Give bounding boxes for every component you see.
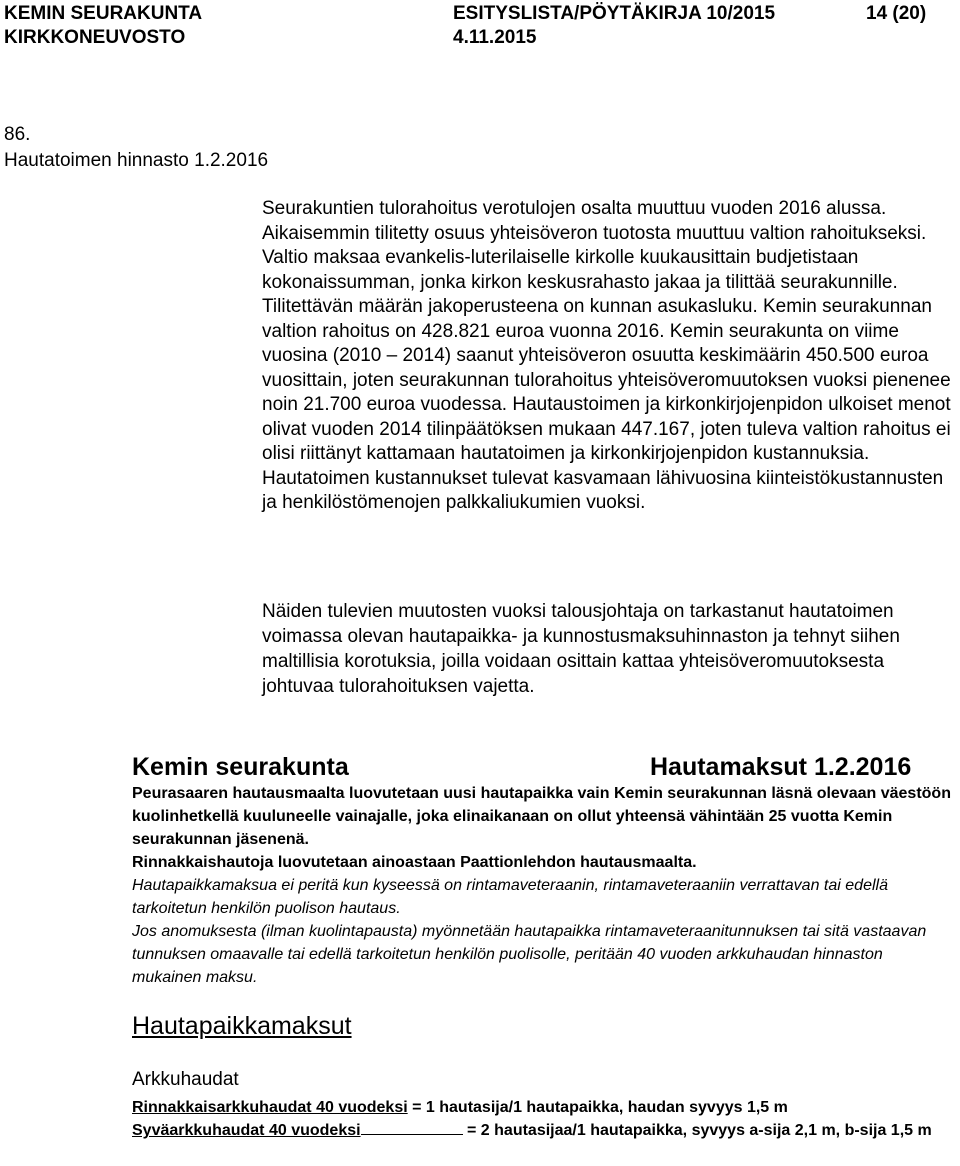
- org-body: KIRKKONEUVOSTO: [4, 27, 186, 48]
- fee-item-value: = 2 hautasijaa/1 hautapaikka, syvyys a-sija 2,1 m, b-sija 1,5 m: [467, 1122, 932, 1139]
- document-header-meta: [453, 2, 775, 50]
- fees-title: Hautapaikkamaksut: [132, 1012, 352, 1040]
- fee-item-label: Rinnakkaisarkkuhaudat 40 vuodeksi: [132, 1099, 408, 1116]
- pricelist-rules: [132, 782, 954, 989]
- note-veterans: Hautapaikkamaksua ei peritä kun kyseessä on rintamaveteraanin, rintamaveteraaniin verrattavan tai edellä tarkoitetun henkilön puolison hautaus.: [132, 877, 888, 917]
- section-title: Hautatoimen hinnasto 1.2.2016: [4, 150, 269, 171]
- doc-type: ESITYSLISTA/PÖYTÄKIRJA 10/2015: [453, 3, 776, 24]
- fee-item-label: Syväarkkuhaudat 40 vuodeksi: [132, 1122, 361, 1139]
- org-name: KEMIN SEURAKUNTA: [4, 3, 203, 24]
- body-paragraph-1: Seurakuntien tulorahoitus verotulojen osalta muuttuu vuoden 2016 alussa. Aikaisemmin tilitetty osuus yhteisöveron tuotosta muuttuu valtion rahoitukseksi. Valtio maksaa evankelis-luterilaiselle kirkolle kuukausittain budjetistaan kokonaissumman, jonka kirkon keskusrahasto jakaa ja tilittää seurakunnille. Tilitettävän määrän jakoperusteena on kunnan asukasluku. Kemin seurakunnan valtion rahoitus on 428.821 euroa vuonna 2016. Kemin seurakunta on viime vuosina (2010 ‒ 2014) saanut yhteisöveron osuutta keskimäärin 450.500 euroa vuosittain, joten seurakunnan tulorahoitus yhteisöveromuutoksen vuoksi pienenee noin 21.700 euroa vuodessa. Hautaustoimen ja kirkonkirjojenpidon ulkoiset menot olivat vuoden 2014 tilinpäätöksen mukaan 447.167, joten tuleva valtion rahoitus ei olisi riittänyt kattamaan hautatoimen ja kirkonkirjojenpidon kustannuksia. Hautatoimen kustannukset tulevat kasvamaan lähivuosina kiinteistökustannusten ja henkilöstömenojen palkkaliukumien vuoksi.: [262, 198, 951, 513]
- document-header-organization: [4, 2, 202, 50]
- doc-date: 4.11.2015: [453, 27, 537, 48]
- section-number: 86.: [4, 124, 31, 145]
- note-application: Jos anomuksesta (ilman kuolintapausta) myönnetään hautapaikka rintamaveteraanitunnuksen tai sitä vastaavan tunnuksen omaavalle tai edellä tarkoitetun henkilön puolisolle, peritään 40 vuoden arkkuhaudan hinnaston mukainen maksu.: [132, 923, 927, 986]
- fee-item: [132, 1096, 954, 1119]
- fee-item-value: = 1 hautasija/1 hautapaikka, haudan syvyys 1,5 m: [412, 1099, 788, 1116]
- rule-parallel-graves: Rinnakkaishautoja luovutetaan ainoastaan Paattionlehdon hautausmaalta.: [132, 854, 697, 871]
- fee-item: [132, 1119, 954, 1142]
- body-paragraph-2: Näiden tulevien muutosten vuoksi talousjohtaja on tarkastanut hautatoimen voimassa olevan hautapaikka- ja kunnostusmaksuhinnaston ja tehnyt siihen maltillisia korotuksia, joilla voidaan osittain kattaa yhteisöveromuutoksesta johtuvaa tulorahoituksen vajetta.: [262, 601, 900, 697]
- fees-category: Arkkuhaudat: [132, 1069, 239, 1090]
- underline-filler: [361, 1120, 463, 1135]
- pricelist-title: Hautamaksut 1.2.2016: [650, 753, 912, 781]
- pricelist-org: Kemin seurakunta: [132, 753, 349, 781]
- rule-eligibility: Peurasaaren hautausmaalta luovutetaan uusi hautapaikka vain Kemin seurakunnan läsnä olevaan väestöön kuolinhetkellä kuuluneelle vainajalle, joka elinaikanaan on ollut yhteensä vähintään 25 vuotta Kemin seurakunnan jäsenenä.: [132, 785, 951, 848]
- page-number: 14 (20): [866, 3, 927, 24]
- fees-list: [132, 1096, 954, 1142]
